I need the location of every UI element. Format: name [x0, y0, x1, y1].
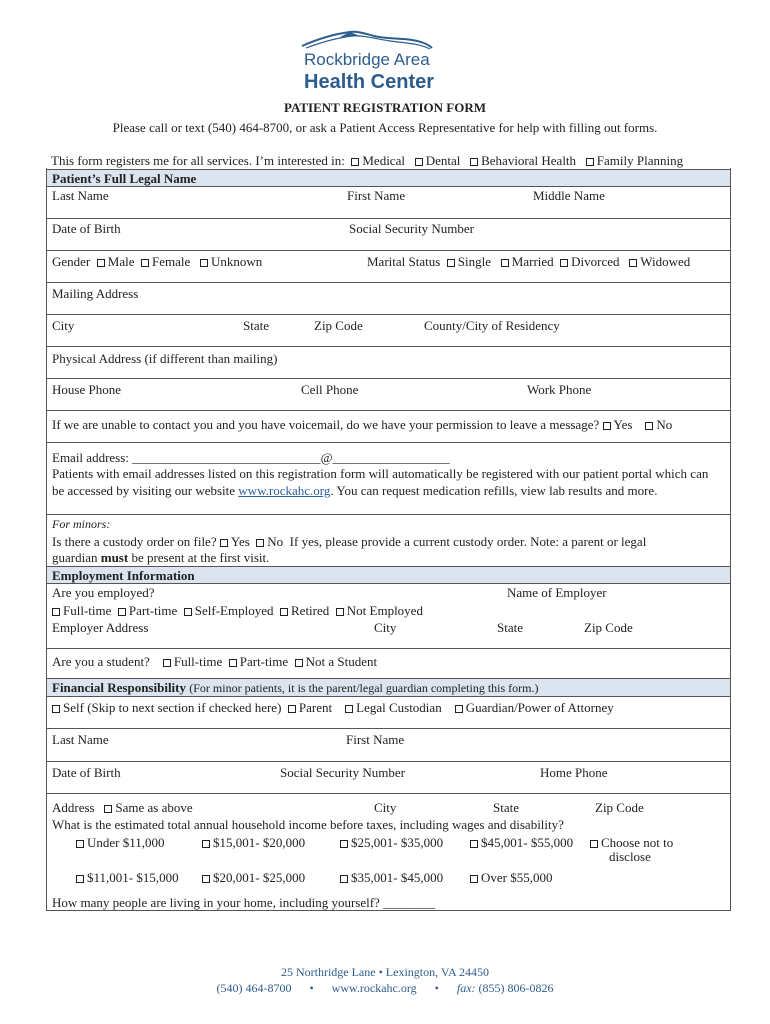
employment-options — [52, 603, 423, 619]
checkbox-unknown[interactable] — [200, 259, 208, 267]
zip-field[interactable]: Zip Code — [314, 318, 363, 333]
income-option-label: $20,001- $25,000 — [213, 870, 306, 885]
financial-header — [52, 680, 539, 696]
checkbox-income-45001-55000[interactable] — [470, 840, 478, 848]
form-border-left — [46, 168, 47, 911]
checkbox-student-part-time[interactable] — [229, 659, 237, 667]
checkbox-income-25001-35000[interactable] — [340, 840, 348, 848]
option-self: Self (Skip to next section if checked here) — [63, 700, 282, 715]
income-option-label: $15,001- $20,000 — [213, 835, 306, 850]
guardian-text-b: be present at the first visit. — [131, 550, 270, 565]
state-field[interactable]: State — [243, 318, 269, 333]
checkbox-legal-custodian[interactable] — [345, 705, 353, 713]
rule — [46, 678, 731, 679]
checkbox-married[interactable] — [501, 259, 509, 267]
logo-line-1: Rockbridge Area — [304, 50, 430, 69]
income-11001-15000 — [76, 870, 179, 886]
email-field[interactable]: _____________________________@__________________ — [132, 450, 450, 465]
checkbox-behavioral-health[interactable] — [470, 158, 478, 166]
rule — [46, 566, 731, 567]
rule — [46, 793, 731, 794]
option-guardian: Guardian/Power of Attorney — [465, 700, 614, 715]
checkbox-divorced[interactable] — [560, 259, 568, 267]
checkbox-not-employed[interactable] — [336, 608, 344, 616]
option-yes: Yes — [613, 417, 633, 432]
custody-row — [52, 534, 646, 550]
checkbox-guardian[interactable] — [455, 705, 463, 713]
option-no: No — [267, 534, 284, 549]
option-unknown: Unknown — [211, 254, 263, 269]
last-name-field[interactable]: Last Name — [52, 188, 109, 203]
option-medical: Medical — [362, 153, 405, 168]
rule — [46, 648, 731, 649]
footer-phone: (540) 464-8700 — [216, 981, 292, 995]
income-option-label: Choose not to — [601, 835, 674, 850]
guarantor-state-field[interactable]: State — [493, 800, 519, 815]
footer-address: 25 Northridge Lane • Lexington, VA 24450 — [280, 965, 490, 979]
household-field[interactable]: ________ — [383, 895, 436, 910]
employer-state-field[interactable]: State — [497, 620, 523, 635]
checkbox-income-20001-25000[interactable] — [202, 875, 210, 883]
option-male: Male — [107, 254, 135, 269]
income-option-label: $45,001- $55,000 — [481, 835, 574, 850]
rule — [46, 514, 731, 515]
house-phone-field[interactable]: House Phone — [52, 382, 121, 397]
footer-website[interactable]: www.rockahc.org — [331, 981, 417, 995]
checkbox-income-35001-45000[interactable] — [340, 875, 348, 883]
income-45001-55000 — [470, 835, 573, 851]
guarantor-zip-field[interactable]: Zip Code — [595, 800, 644, 815]
checkbox-income-11001-15000[interactable] — [76, 875, 84, 883]
option-married: Married — [511, 254, 554, 269]
checkbox-full-time[interactable] — [52, 608, 60, 616]
income-option-label: $25,001- $35,000 — [351, 835, 444, 850]
services-prompt: This form registers me for all services. I’m interested in: — [51, 153, 345, 168]
checkbox-male[interactable] — [97, 259, 105, 267]
checkbox-same-as-above[interactable] — [104, 805, 112, 813]
income-35001-45000 — [340, 870, 443, 886]
guardian-text-a: guardian — [52, 550, 98, 565]
checkbox-income-over-55000[interactable] — [470, 875, 478, 883]
option-student-full-time: Full-time — [173, 654, 223, 669]
city-field[interactable]: City — [52, 318, 75, 333]
services-row — [51, 153, 683, 169]
student-row — [52, 654, 377, 670]
option-single: Single — [457, 254, 492, 269]
income-option-label: $35,001- $45,000 — [351, 870, 444, 885]
income-option-label: $11,001- $15,000 — [87, 870, 179, 885]
ssn-field[interactable]: Social Security Number — [349, 221, 474, 236]
guarantor-address-row — [52, 800, 193, 816]
rule — [46, 250, 731, 251]
option-divorced: Divorced — [571, 254, 620, 269]
portal-text-2a: be accessed by visiting our website — [52, 483, 236, 498]
option-legal-custodian: Legal Custodian — [356, 700, 442, 715]
rule — [46, 410, 731, 411]
first-name-field[interactable]: First Name — [347, 188, 406, 203]
checkbox-widowed[interactable] — [629, 259, 637, 267]
mailing-address-field[interactable]: Mailing Address — [52, 286, 139, 301]
middle-name-field[interactable]: Middle Name — [533, 188, 605, 203]
student-question: Are you a student? — [52, 654, 150, 669]
checkbox-custody-no[interactable] — [256, 539, 264, 547]
rule — [46, 314, 731, 315]
income-option-label: Under $11,000 — [87, 835, 165, 850]
checkbox-student-full-time[interactable] — [163, 659, 171, 667]
work-phone-field[interactable]: Work Phone — [527, 382, 592, 397]
guarantor-ssn-field[interactable]: Social Security Number — [280, 765, 405, 780]
portal-text-2b: . You can request medication refills, view lab results and more. — [330, 483, 658, 498]
checkbox-retired[interactable] — [280, 608, 288, 616]
website-link[interactable]: www.rockahc.org — [238, 483, 331, 498]
income-disclose-label: disclose — [609, 849, 651, 864]
income-question: What is the estimated total annual household income before taxes, including wages and disability? — [52, 817, 564, 832]
rule — [46, 728, 731, 729]
gender-label: Gender — [52, 254, 91, 269]
checkbox-income-under-11000[interactable] — [76, 840, 84, 848]
income-15001-20000 — [202, 835, 305, 851]
income-20001-25000 — [202, 870, 305, 886]
checkbox-income-15001-20000[interactable] — [202, 840, 210, 848]
marital-label: Marital Status — [367, 254, 441, 269]
logo — [300, 28, 434, 94]
must-text: must — [100, 550, 129, 565]
portal-text-2 — [52, 483, 657, 499]
checkbox-voicemail-yes[interactable] — [603, 422, 611, 430]
rule — [46, 696, 731, 697]
guarantor-first-name-field[interactable]: First Name — [346, 732, 405, 747]
option-dental: Dental — [425, 153, 461, 168]
custody-note: If yes, please provide a current custody order. Note: a parent or legal — [289, 534, 647, 549]
footer-bullet: • — [309, 981, 314, 995]
minors-label: For minors: — [52, 517, 111, 531]
guarantor-address-field[interactable]: Address — [52, 800, 95, 815]
rule — [46, 282, 731, 283]
option-part-time: Part-time — [128, 603, 178, 618]
rule — [46, 761, 731, 762]
income-option-label: Over $55,000 — [481, 870, 553, 885]
income-over-55000 — [470, 870, 553, 886]
option-female: Female — [151, 254, 191, 269]
rule — [46, 442, 731, 443]
option-self-employed: Self-Employed — [194, 603, 274, 618]
financial-subtitle: (For minor patients, it is the parent/legal guardian completing this form.) — [189, 681, 539, 695]
rule — [46, 218, 731, 219]
option-not-student: Not a Student — [305, 654, 378, 669]
option-full-time: Full-time — [63, 603, 112, 618]
employer-name-field[interactable]: Name of Employer — [507, 585, 607, 600]
checkbox-female[interactable] — [141, 259, 149, 267]
custody-question: Is there a custody order on file? — [52, 534, 217, 549]
household-question: How many people are living in your home, including yourself? — [52, 895, 380, 910]
email-row — [52, 450, 450, 466]
household-row — [52, 895, 435, 911]
guarantor-home-phone-field[interactable]: Home Phone — [540, 765, 608, 780]
form-title: PATIENT REGISTRATION FORM — [283, 100, 486, 115]
checkbox-not-student[interactable] — [295, 659, 303, 667]
guarantor-city-field[interactable]: City — [374, 800, 397, 815]
checkbox-self-employed[interactable] — [184, 608, 192, 616]
option-parent: Parent — [298, 700, 333, 715]
checkbox-family-planning[interactable] — [586, 158, 594, 166]
patient-section-title: Patient’s Full Legal Name — [52, 171, 197, 186]
financial-section-title: Financial Responsibility — [52, 680, 186, 695]
rule — [46, 346, 731, 347]
income-25001-35000 — [340, 835, 443, 851]
option-widowed: Widowed — [640, 254, 691, 269]
footer-fax-label: fax: — [456, 981, 476, 995]
rule — [46, 169, 731, 170]
option-not-employed: Not Employed — [346, 603, 423, 618]
mountain-logo-icon — [300, 28, 434, 52]
voicemail-row — [52, 417, 672, 433]
portal-text-1: Patients with email addresses listed on this registration form will automatically be registered with our patient portal which can — [52, 466, 709, 481]
voicemail-question: If we are unable to contact you and you have voicemail, do we have your permission to leave a message? — [52, 417, 600, 432]
checkbox-single[interactable] — [447, 259, 455, 267]
guarantor-dob-field[interactable]: Date of Birth — [52, 765, 121, 780]
marital-row — [367, 254, 690, 270]
email-label: Email address: — [52, 450, 129, 465]
employment-section-title: Employment Information — [52, 568, 195, 583]
checkbox-self[interactable] — [52, 705, 60, 713]
checkbox-parent[interactable] — [288, 705, 296, 713]
option-no: No — [656, 417, 673, 432]
option-retired: Retired — [291, 603, 330, 618]
income-under-11000 — [76, 835, 165, 851]
form-border-right — [730, 168, 731, 911]
employer-zip-field[interactable]: Zip Code — [584, 620, 633, 635]
checkbox-custody-yes[interactable] — [220, 539, 228, 547]
rule — [46, 378, 731, 379]
employed-question: Are you employed? — [52, 585, 155, 600]
checkbox-dental[interactable] — [415, 158, 423, 166]
guarantor-last-name-field[interactable]: Last Name — [52, 732, 109, 747]
cell-phone-field[interactable]: Cell Phone — [301, 382, 359, 397]
checkbox-voicemail-no[interactable] — [645, 422, 653, 430]
intro-text: Please call or text (540) 464-8700, or ask a Patient Access Representative for help with filling out forms. — [112, 120, 658, 135]
guardian-row — [52, 550, 269, 566]
option-student-part-time: Part-time — [239, 654, 289, 669]
employer-city-field[interactable]: City — [374, 620, 397, 635]
option-family-planning: Family Planning — [596, 153, 684, 168]
checkbox-income-choose-not[interactable] — [590, 840, 598, 848]
footer-contact — [0, 981, 770, 996]
gender-row — [52, 254, 262, 270]
employer-address-field[interactable]: Employer Address — [52, 620, 149, 635]
dob-field[interactable]: Date of Birth — [52, 221, 121, 236]
physical-address-field[interactable]: Physical Address (if different than mailing) — [52, 351, 278, 366]
footer-fax: (855) 806-0826 — [478, 981, 554, 995]
footer-bullet: • — [434, 981, 439, 995]
option-same-as-above: Same as above — [115, 800, 193, 815]
checkbox-medical[interactable] — [351, 158, 359, 166]
logo-line-2: Health Center — [304, 71, 435, 93]
checkbox-part-time[interactable] — [118, 608, 126, 616]
financial-options — [52, 700, 614, 716]
option-behavioral-health: Behavioral Health — [481, 153, 577, 168]
county-field[interactable]: County/City of Residency — [424, 318, 560, 333]
option-yes: Yes — [230, 534, 250, 549]
